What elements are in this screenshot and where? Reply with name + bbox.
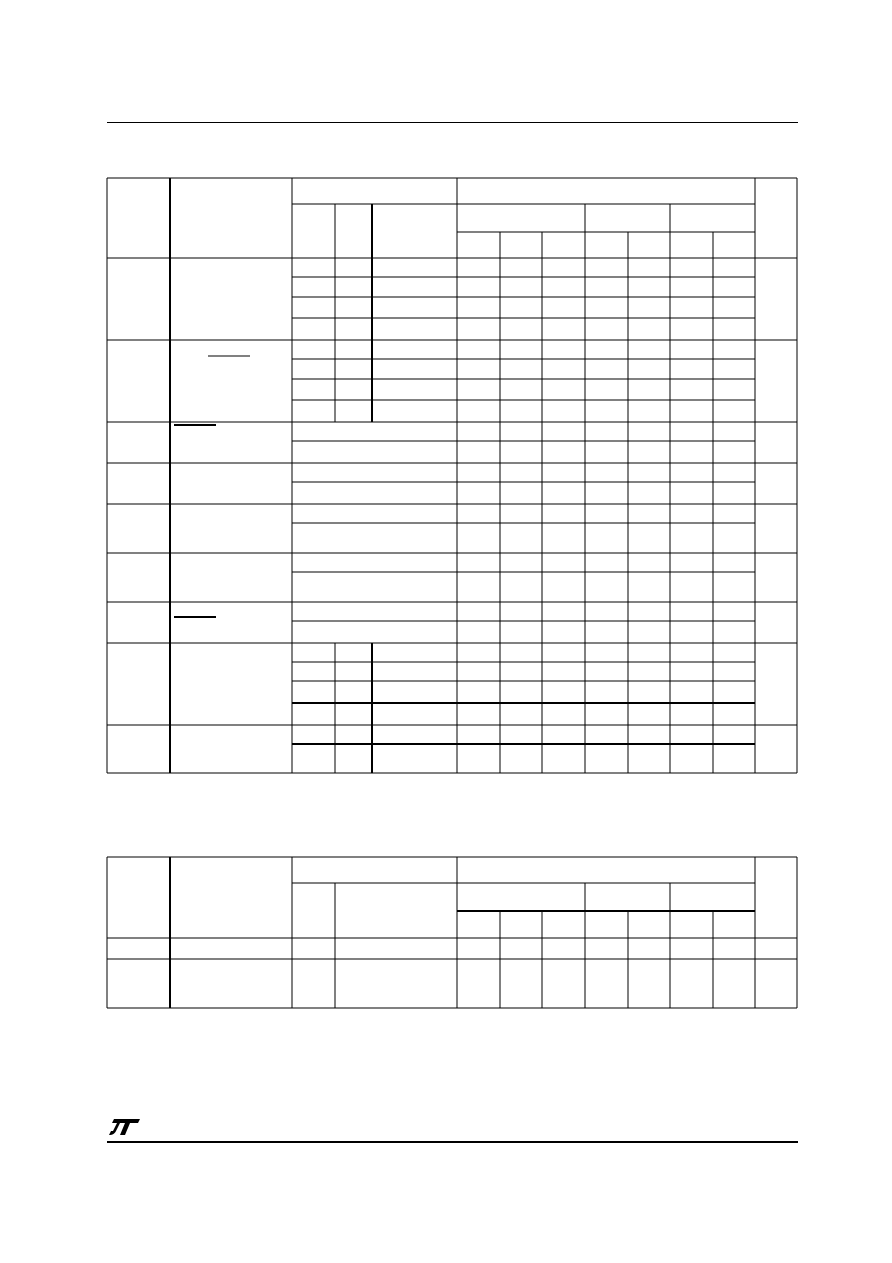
st-logo-icon [108, 1117, 142, 1137]
footer-rule [107, 1141, 798, 1143]
